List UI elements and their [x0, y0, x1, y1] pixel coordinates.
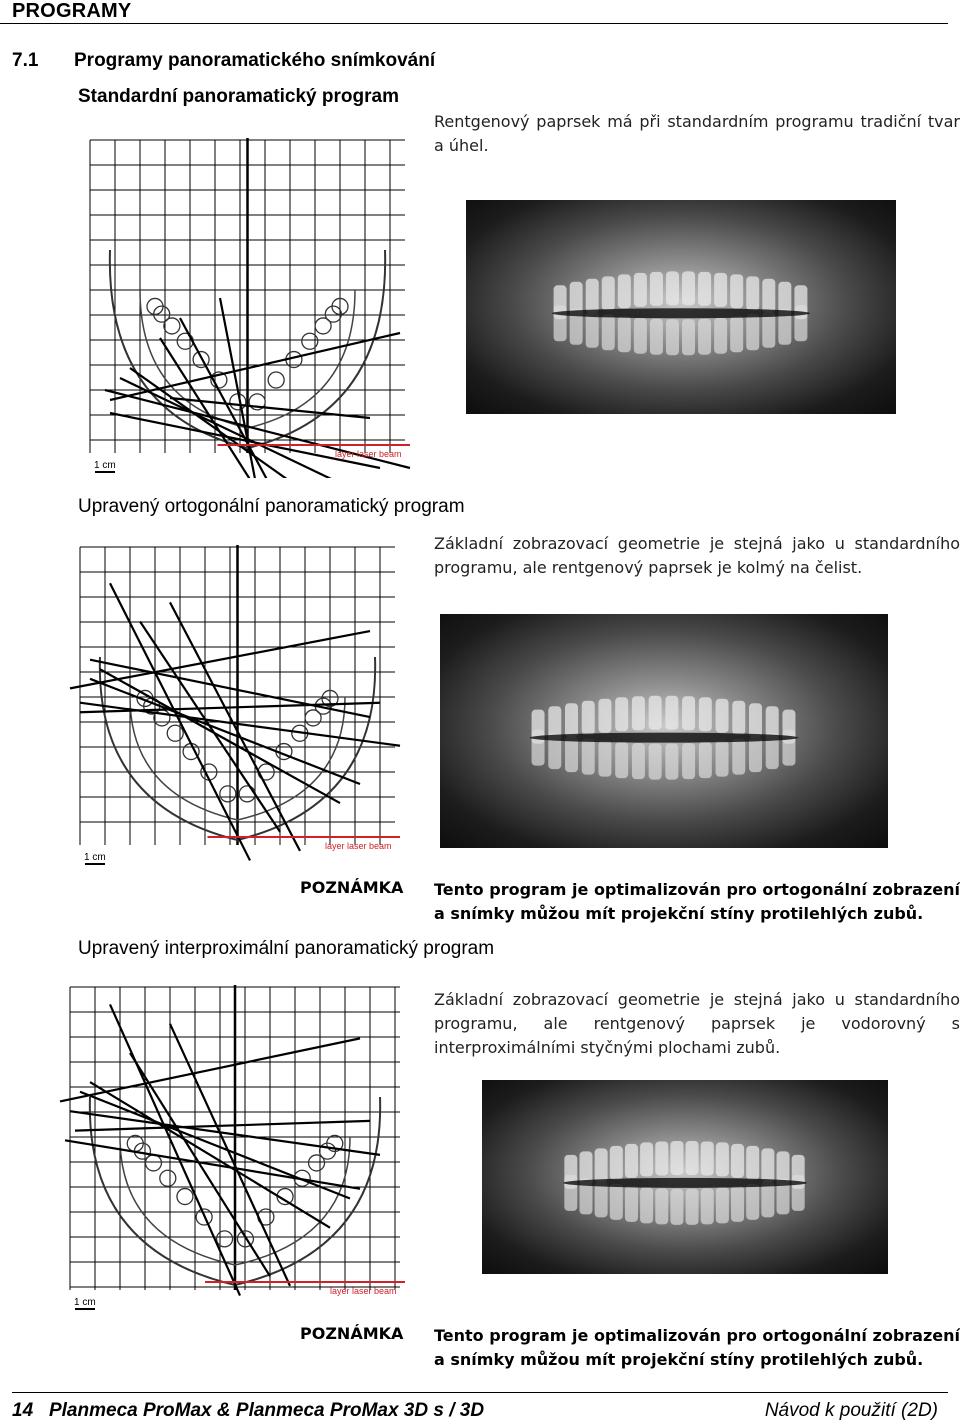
- lower-tooth: [699, 742, 712, 778]
- beam-geometry-diagram-standard: [50, 138, 420, 478]
- scale-label: 1 cm: [84, 852, 106, 863]
- program-description-standard: Rentgenový paprsek má při standardním programu tradiční tvar a úhel.: [434, 112, 960, 155]
- tooth-outline: [164, 318, 180, 334]
- x-ray-beam-line: [75, 1121, 370, 1131]
- lower-tooth: [670, 1189, 683, 1225]
- lower-tooth: [586, 312, 599, 348]
- lower-tooth: [564, 1175, 577, 1211]
- program-title-standard: Standardní panoramatický program: [78, 86, 399, 107]
- upper-tooth: [682, 271, 695, 305]
- lower-tooth: [650, 319, 663, 355]
- upper-tooth: [650, 272, 663, 306]
- footer-manual-title: Návod k použití (2D): [764, 1400, 938, 1421]
- program-title-interproximal: Upravený interproximální panoramatický program: [78, 938, 495, 959]
- upper-tooth: [670, 1141, 683, 1175]
- beam-label: layer laser beam: [325, 841, 392, 851]
- upper-tooth: [716, 699, 729, 733]
- upper-tooth: [602, 276, 615, 310]
- upper-tooth: [730, 274, 743, 308]
- lower-tooth: [610, 1184, 623, 1220]
- upper-tooth: [732, 701, 745, 735]
- lower-tooth: [618, 316, 631, 352]
- tooth-outline: [239, 786, 255, 802]
- upper-tooth: [682, 696, 695, 730]
- upper-tooth: [666, 271, 679, 305]
- upper-tooth: [632, 696, 645, 730]
- lower-tooth: [682, 743, 695, 779]
- x-ray-beam-line: [70, 631, 370, 688]
- lower-tooth: [625, 1186, 638, 1222]
- lower-tooth: [782, 730, 795, 766]
- note-text-interproximal: Tento program je optimalizován pro ortogonální zobrazení a snímky můžou mít projekční stíny protilehlých zubů.: [434, 1326, 960, 1369]
- lower-tooth: [731, 1186, 744, 1222]
- upper-tooth: [665, 696, 678, 730]
- section-title: Programy panoramatického snímkování: [74, 50, 436, 71]
- upper-tooth: [698, 272, 711, 306]
- lower-tooth: [762, 312, 775, 348]
- lower-tooth: [686, 1189, 699, 1225]
- footer-product: [12, 1400, 484, 1422]
- lower-tooth: [565, 736, 578, 772]
- lower-tooth: [649, 744, 662, 780]
- beam-geometry-diagram-orthogonal: [40, 545, 410, 870]
- lower-tooth: [640, 1187, 653, 1223]
- lower-tooth: [732, 739, 745, 775]
- section-heading: [12, 50, 435, 72]
- upper-tooth: [649, 696, 662, 730]
- panoramic-xray-image-interproximal: [482, 1080, 888, 1274]
- tooth-outline: [145, 1155, 161, 1171]
- lower-tooth: [792, 1175, 805, 1211]
- xray-teeth-illustration: [482, 1080, 888, 1274]
- upper-tooth: [701, 1141, 714, 1175]
- lower-tooth: [714, 318, 727, 354]
- tooth-outline: [268, 372, 284, 388]
- lower-tooth: [761, 1181, 774, 1217]
- lower-tooth: [749, 736, 762, 772]
- program-description-interproximal: Základní zobrazovací geometrie je stejná jako u standardního programu, ale rentgenový paprsek je vodorovný s interproximálními styčnými plochami zubů.: [434, 990, 960, 1057]
- lower-tooth: [598, 741, 611, 777]
- tooth-outline: [220, 786, 236, 802]
- lower-tooth: [582, 739, 595, 775]
- lower-tooth: [634, 318, 647, 354]
- occlusal-gap: [552, 308, 810, 318]
- upper-tooth: [625, 1144, 638, 1178]
- x-ray-beam-line: [90, 1082, 330, 1228]
- upper-tooth: [655, 1141, 668, 1175]
- upper-tooth: [610, 1146, 623, 1180]
- lower-tooth: [701, 1188, 714, 1224]
- lower-tooth: [665, 744, 678, 780]
- upper-tooth: [582, 701, 595, 735]
- lower-tooth: [698, 319, 711, 355]
- x-ray-beam-line: [80, 703, 400, 746]
- tooth-outline: [177, 333, 193, 349]
- scale-label: 1 cm: [74, 1297, 96, 1308]
- upper-tooth: [762, 279, 775, 313]
- lower-tooth: [595, 1181, 608, 1217]
- note-label-orthogonal: POZNÁMKA: [300, 878, 404, 897]
- lower-tooth: [716, 1187, 729, 1223]
- upper-tooth: [640, 1142, 653, 1176]
- footer-divider: [12, 1392, 948, 1393]
- tooth-outline: [160, 1170, 176, 1186]
- upper-tooth: [634, 273, 647, 307]
- lower-tooth: [532, 730, 545, 766]
- lower-tooth: [632, 743, 645, 779]
- xray-teeth-illustration: [440, 614, 888, 848]
- tooth-outline: [217, 1231, 233, 1247]
- note-label-interproximal: POZNÁMKA: [300, 1324, 404, 1343]
- upper-tooth: [586, 279, 599, 313]
- note-text-orthogonal: Tento program je optimalizován pro ortogonální zobrazení a snímky můžou mít projekční stíny protilehlých zubů.: [434, 880, 960, 923]
- beam-label: layer laser beam: [335, 449, 402, 459]
- lower-tooth: [554, 305, 567, 341]
- grid: [80, 545, 395, 845]
- header-divider: [0, 23, 948, 24]
- tooth-outline: [177, 1189, 193, 1205]
- upper-tooth: [714, 273, 727, 307]
- lower-tooth: [602, 314, 615, 350]
- upper-tooth: [716, 1142, 729, 1176]
- xray-teeth-illustration: [466, 200, 896, 414]
- upper-tooth: [746, 1146, 759, 1180]
- upper-tooth: [595, 1148, 608, 1182]
- upper-tooth: [686, 1141, 699, 1175]
- lower-tooth: [730, 316, 743, 352]
- x-ray-beam-line: [65, 1140, 360, 1189]
- x-ray-beam-line: [130, 368, 370, 478]
- panoramic-xray-image-standard: [466, 200, 896, 414]
- upper-tooth: [731, 1144, 744, 1178]
- scale-label: 1 cm: [94, 460, 116, 471]
- footer-page-number: 14: [12, 1400, 34, 1421]
- page-header-title: PROGRAMY: [12, 0, 132, 22]
- upper-tooth: [618, 274, 631, 308]
- upper-tooth: [746, 276, 759, 310]
- lower-tooth: [794, 305, 807, 341]
- lower-tooth: [682, 319, 695, 355]
- lower-tooth: [716, 741, 729, 777]
- footer-product-name: Planmeca ProMax & Planmeca ProMax 3D s / 3D: [48, 1400, 485, 1421]
- lower-tooth: [666, 319, 679, 355]
- upper-tooth: [761, 1148, 774, 1182]
- upper-tooth: [699, 697, 712, 731]
- occlusal-gap: [530, 733, 799, 743]
- lower-tooth: [746, 314, 759, 350]
- x-ray-beam-line: [130, 1053, 270, 1276]
- x-ray-beam-line: [170, 1024, 290, 1286]
- occlusal-gap: [563, 1178, 807, 1188]
- lower-tooth: [615, 742, 628, 778]
- program-title-orthogonal: Upravený ortogonální panoramatický program: [78, 496, 465, 517]
- upper-tooth: [615, 697, 628, 731]
- tooth-outline: [167, 725, 183, 741]
- beam-label: layer laser beam: [330, 1286, 397, 1296]
- upper-tooth: [565, 703, 578, 737]
- beam-geometry-diagram-interproximal: [30, 985, 415, 1315]
- lower-tooth: [746, 1184, 759, 1220]
- upper-tooth: [598, 699, 611, 733]
- panoramic-xray-image-orthogonal: [440, 614, 888, 848]
- tooth-outline: [230, 394, 246, 410]
- upper-tooth: [749, 703, 762, 737]
- lower-tooth: [655, 1188, 668, 1224]
- program-description-orthogonal: Základní zobrazovací geometrie je stejná jako u standardního programu, ale rentgenový paprsek je kolmý na čelist.: [434, 534, 960, 577]
- section-number: 7.1: [12, 50, 39, 71]
